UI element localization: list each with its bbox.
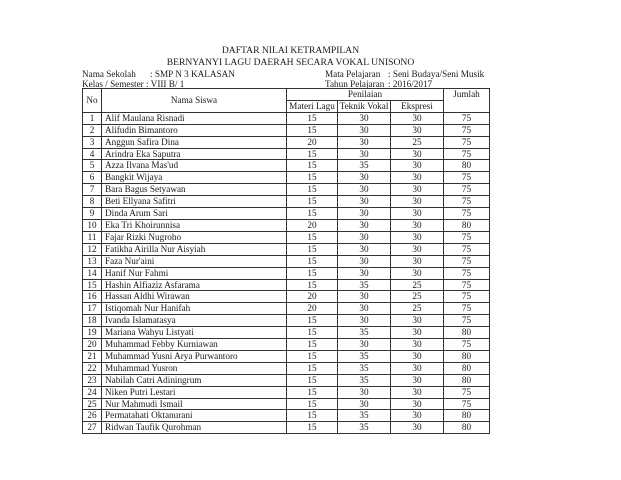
cell-jumlah: 75 xyxy=(444,172,490,184)
cell-nama: Mariana Wahyu Listyati xyxy=(102,327,287,339)
cell-nama: Hanif Nur Fahmi xyxy=(102,267,287,279)
cell-jumlah: 75 xyxy=(444,184,490,196)
cell-ekspresi: 30 xyxy=(391,196,444,208)
table-row xyxy=(83,315,490,327)
cell-materi-lagu: 15 xyxy=(287,374,338,386)
cell-jumlah: 75 xyxy=(444,279,490,291)
tahun-value: : 2016/2017 xyxy=(388,79,433,89)
cell-jumlah: 75 xyxy=(444,386,490,398)
cell-materi-lagu: 15 xyxy=(287,267,338,279)
cell-nama: Niken Putri Lestari xyxy=(102,386,287,398)
cell-nama: Eka Tri Khoirunnisa xyxy=(102,219,287,231)
cell-ekspresi: 30 xyxy=(391,243,444,255)
cell-ekspresi: 30 xyxy=(391,339,444,351)
cell-teknik-vokal: 35 xyxy=(338,422,391,434)
kelas-label: Kelas / Semester xyxy=(82,79,144,89)
cell-no: 25 xyxy=(83,398,102,410)
cell-jumlah: 75 xyxy=(444,231,490,243)
cell-nama: Muhammad Yusron xyxy=(102,362,287,374)
cell-materi-lagu: 15 xyxy=(287,184,338,196)
cell-jumlah: 75 xyxy=(444,112,490,124)
cell-no: 11 xyxy=(83,231,102,243)
cell-materi-lagu: 15 xyxy=(287,160,338,172)
cell-materi-lagu: 15 xyxy=(287,124,338,136)
cell-teknik-vokal: 30 xyxy=(338,184,391,196)
cell-materi-lagu: 15 xyxy=(287,196,338,208)
cell-teknik-vokal: 30 xyxy=(338,398,391,410)
document-subtitle: BERNYANYI LAGU DAERAH SECARA VOKAL UNISONO xyxy=(166,57,415,68)
cell-materi-lagu: 15 xyxy=(287,279,338,291)
cell-ekspresi: 30 xyxy=(391,124,444,136)
cell-teknik-vokal: 30 xyxy=(338,255,391,267)
cell-ekspresi: 30 xyxy=(391,398,444,410)
table-row xyxy=(83,148,490,160)
cell-materi-lagu: 15 xyxy=(287,339,338,351)
cell-ekspresi: 25 xyxy=(391,136,444,148)
cell-teknik-vokal: 30 xyxy=(338,315,391,327)
cell-teknik-vokal: 35 xyxy=(338,410,391,422)
cell-nama: Nabilah Catri Adiningrum xyxy=(102,374,287,386)
header-penilaian: Penilaian xyxy=(287,89,444,101)
cell-jumlah: 80 xyxy=(444,350,490,362)
table-row xyxy=(83,184,490,196)
cell-jumlah: 75 xyxy=(444,124,490,136)
tahun-label: Tahun Pelajaran xyxy=(325,79,385,89)
cell-teknik-vokal: 30 xyxy=(338,303,391,315)
cell-teknik-vokal: 35 xyxy=(338,362,391,374)
cell-no: 10 xyxy=(83,219,102,231)
cell-materi-lagu: 15 xyxy=(287,422,338,434)
cell-ekspresi: 30 xyxy=(391,315,444,327)
cell-jumlah: 75 xyxy=(444,339,490,351)
cell-materi-lagu: 15 xyxy=(287,315,338,327)
table-row xyxy=(83,136,490,148)
cell-no: 12 xyxy=(83,243,102,255)
cell-teknik-vokal: 30 xyxy=(338,148,391,160)
cell-nama: Hashin Alfiaziz Asfarama xyxy=(102,279,287,291)
cell-materi-lagu: 20 xyxy=(287,219,338,231)
cell-no: 9 xyxy=(83,208,102,220)
cell-teknik-vokal: 30 xyxy=(338,208,391,220)
cell-materi-lagu: 20 xyxy=(287,291,338,303)
table-row xyxy=(83,243,490,255)
cell-jumlah: 75 xyxy=(444,398,490,410)
cell-ekspresi: 30 xyxy=(391,350,444,362)
cell-ekspresi: 30 xyxy=(391,112,444,124)
cell-jumlah: 80 xyxy=(444,362,490,374)
cell-ekspresi: 30 xyxy=(391,410,444,422)
cell-no: 14 xyxy=(83,267,102,279)
cell-no: 20 xyxy=(83,339,102,351)
cell-materi-lagu: 15 xyxy=(287,327,338,339)
cell-teknik-vokal: 30 xyxy=(338,267,391,279)
nama-sekolah-value: : SMP N 3 KALASAN xyxy=(150,69,235,79)
table-row xyxy=(83,219,490,231)
cell-jumlah: 80 xyxy=(444,160,490,172)
table-row xyxy=(83,374,490,386)
cell-no: 3 xyxy=(83,136,102,148)
cell-jumlah: 80 xyxy=(444,327,490,339)
cell-no: 6 xyxy=(83,172,102,184)
cell-no: 15 xyxy=(83,279,102,291)
cell-no: 27 xyxy=(83,422,102,434)
table-body xyxy=(83,112,490,433)
table-row xyxy=(83,422,490,434)
table-row xyxy=(83,279,490,291)
table-row xyxy=(83,196,490,208)
cell-teknik-vokal: 30 xyxy=(338,291,391,303)
cell-nama: Bara Bagus Setyawan xyxy=(102,184,287,196)
cell-ekspresi: 30 xyxy=(391,184,444,196)
cell-teknik-vokal: 35 xyxy=(338,374,391,386)
cell-nama: Nur Mahmudi Ismail xyxy=(102,398,287,410)
cell-materi-lagu: 15 xyxy=(287,255,338,267)
cell-jumlah: 75 xyxy=(444,243,490,255)
cell-materi-lagu: 15 xyxy=(287,362,338,374)
cell-nama: Arindra Eka Saputra xyxy=(102,148,287,160)
table-row xyxy=(83,231,490,243)
cell-nama: Hassan Aldhi Wirawan xyxy=(102,291,287,303)
cell-jumlah: 80 xyxy=(444,422,490,434)
cell-no: 4 xyxy=(83,148,102,160)
cell-ekspresi: 30 xyxy=(391,231,444,243)
cell-materi-lagu: 15 xyxy=(287,148,338,160)
cell-teknik-vokal: 30 xyxy=(338,339,391,351)
cell-jumlah: 75 xyxy=(444,255,490,267)
cell-ekspresi: 30 xyxy=(391,160,444,172)
cell-nama: Anggun Safira Dina xyxy=(102,136,287,148)
cell-jumlah: 80 xyxy=(444,219,490,231)
cell-jumlah: 80 xyxy=(444,374,490,386)
cell-no: 13 xyxy=(83,255,102,267)
cell-ekspresi: 30 xyxy=(391,148,444,160)
cell-ekspresi: 30 xyxy=(391,255,444,267)
cell-teknik-vokal: 30 xyxy=(338,231,391,243)
cell-jumlah: 75 xyxy=(444,196,490,208)
kelas-value: : VIII B/ 1 xyxy=(146,79,185,89)
table-row xyxy=(83,124,490,136)
table-row xyxy=(83,172,490,184)
cell-ekspresi: 25 xyxy=(391,303,444,315)
cell-materi-lagu: 15 xyxy=(287,112,338,124)
table-row xyxy=(83,112,490,124)
cell-jumlah: 75 xyxy=(444,315,490,327)
cell-materi-lagu: 15 xyxy=(287,410,338,422)
cell-ekspresi: 30 xyxy=(391,219,444,231)
mapel-value: : Seni Budaya/Seni Musik xyxy=(388,69,485,79)
header-nama-siswa: Nama Siswa xyxy=(102,89,287,113)
table-row xyxy=(83,410,490,422)
cell-materi-lagu: 15 xyxy=(287,172,338,184)
cell-no: 2 xyxy=(83,124,102,136)
cell-ekspresi: 30 xyxy=(391,374,444,386)
cell-teknik-vokal: 30 xyxy=(338,136,391,148)
grades-table xyxy=(82,88,490,434)
cell-ekspresi: 30 xyxy=(391,267,444,279)
cell-nama: Muhammad Yusni Arya Purwantoro xyxy=(102,350,287,362)
cell-nama: Beti Ellyana Safitri xyxy=(102,196,287,208)
cell-no: 16 xyxy=(83,291,102,303)
cell-ekspresi: 30 xyxy=(391,362,444,374)
cell-nama: Fatikha Airilla Nur Aisyiah xyxy=(102,243,287,255)
cell-nama: Muhammad Febby Kurniawan xyxy=(102,339,287,351)
cell-nama: Alifudin Bimantoro xyxy=(102,124,287,136)
cell-jumlah: 75 xyxy=(444,267,490,279)
table-row xyxy=(83,398,490,410)
cell-teknik-vokal: 30 xyxy=(338,124,391,136)
cell-jumlah: 75 xyxy=(444,148,490,160)
table-row xyxy=(83,362,490,374)
cell-nama: Istiqomah Nur Hanifah xyxy=(102,303,287,315)
cell-nama: Alif Maulana Risnadi xyxy=(102,112,287,124)
header-no: No xyxy=(83,89,102,113)
table-row xyxy=(83,208,490,220)
header-materi-lagu: Materi Lagu xyxy=(287,100,338,112)
document-title: DAFTAR NILAI KETRAMPILAN xyxy=(221,45,360,56)
cell-ekspresi: 25 xyxy=(391,291,444,303)
cell-materi-lagu: 20 xyxy=(287,303,338,315)
table-row xyxy=(83,350,490,362)
table-row xyxy=(83,303,490,315)
cell-nama: Ridwan Taufik Qurohman xyxy=(102,422,287,434)
cell-teknik-vokal: 30 xyxy=(338,243,391,255)
cell-nama: Dinda Arum Sari xyxy=(102,208,287,220)
cell-no: 8 xyxy=(83,196,102,208)
cell-no: 23 xyxy=(83,374,102,386)
cell-no: 22 xyxy=(83,362,102,374)
cell-no: 1 xyxy=(83,112,102,124)
cell-materi-lagu: 15 xyxy=(287,208,338,220)
cell-jumlah: 75 xyxy=(444,291,490,303)
mapel-label: Mata Pelajaran xyxy=(325,69,381,79)
cell-nama: Bangkit Wijaya xyxy=(102,172,287,184)
cell-ekspresi: 30 xyxy=(391,172,444,184)
cell-teknik-vokal: 30 xyxy=(338,112,391,124)
cell-nama: Permatahati Oktanurani xyxy=(102,410,287,422)
cell-jumlah: 75 xyxy=(444,303,490,315)
cell-no: 7 xyxy=(83,184,102,196)
cell-ekspresi: 25 xyxy=(391,279,444,291)
cell-nama: Faza Nur'aini xyxy=(102,255,287,267)
cell-materi-lagu: 20 xyxy=(287,136,338,148)
cell-teknik-vokal: 30 xyxy=(338,219,391,231)
nama-sekolah-label: Nama Sekolah xyxy=(82,69,136,79)
cell-nama: Fajar Rizki Nugroho xyxy=(102,231,287,243)
cell-nama: Azza Ilvana Mas'ud xyxy=(102,160,287,172)
header-jumlah: Jumlah xyxy=(444,89,490,113)
cell-nama: Ivanda Islamatasya xyxy=(102,315,287,327)
cell-no: 21 xyxy=(83,350,102,362)
cell-ekspresi: 30 xyxy=(391,422,444,434)
table-row xyxy=(83,339,490,351)
cell-no: 19 xyxy=(83,327,102,339)
cell-no: 5 xyxy=(83,160,102,172)
cell-jumlah: 75 xyxy=(444,208,490,220)
cell-materi-lagu: 15 xyxy=(287,243,338,255)
table-row xyxy=(83,255,490,267)
table-row xyxy=(83,160,490,172)
cell-materi-lagu: 15 xyxy=(287,350,338,362)
header-ekspresi: Ekspresi xyxy=(391,100,444,112)
cell-materi-lagu: 15 xyxy=(287,398,338,410)
cell-jumlah: 80 xyxy=(444,410,490,422)
cell-ekspresi: 30 xyxy=(391,386,444,398)
cell-no: 18 xyxy=(83,315,102,327)
cell-materi-lagu: 15 xyxy=(287,386,338,398)
cell-ekspresi: 30 xyxy=(391,327,444,339)
cell-no: 24 xyxy=(83,386,102,398)
cell-teknik-vokal: 35 xyxy=(338,350,391,362)
cell-no: 26 xyxy=(83,410,102,422)
cell-teknik-vokal: 30 xyxy=(338,196,391,208)
cell-no: 17 xyxy=(83,303,102,315)
cell-teknik-vokal: 30 xyxy=(338,386,391,398)
cell-teknik-vokal: 30 xyxy=(338,172,391,184)
cell-ekspresi: 30 xyxy=(391,208,444,220)
table-row xyxy=(83,291,490,303)
table-row xyxy=(83,386,490,398)
table-row xyxy=(83,327,490,339)
table-row xyxy=(83,267,490,279)
cell-teknik-vokal: 35 xyxy=(338,327,391,339)
cell-teknik-vokal: 35 xyxy=(338,160,391,172)
header-teknik-vokal: Teknik Vokal xyxy=(338,100,391,112)
cell-materi-lagu: 15 xyxy=(287,231,338,243)
cell-teknik-vokal: 35 xyxy=(338,279,391,291)
cell-jumlah: 75 xyxy=(444,136,490,148)
